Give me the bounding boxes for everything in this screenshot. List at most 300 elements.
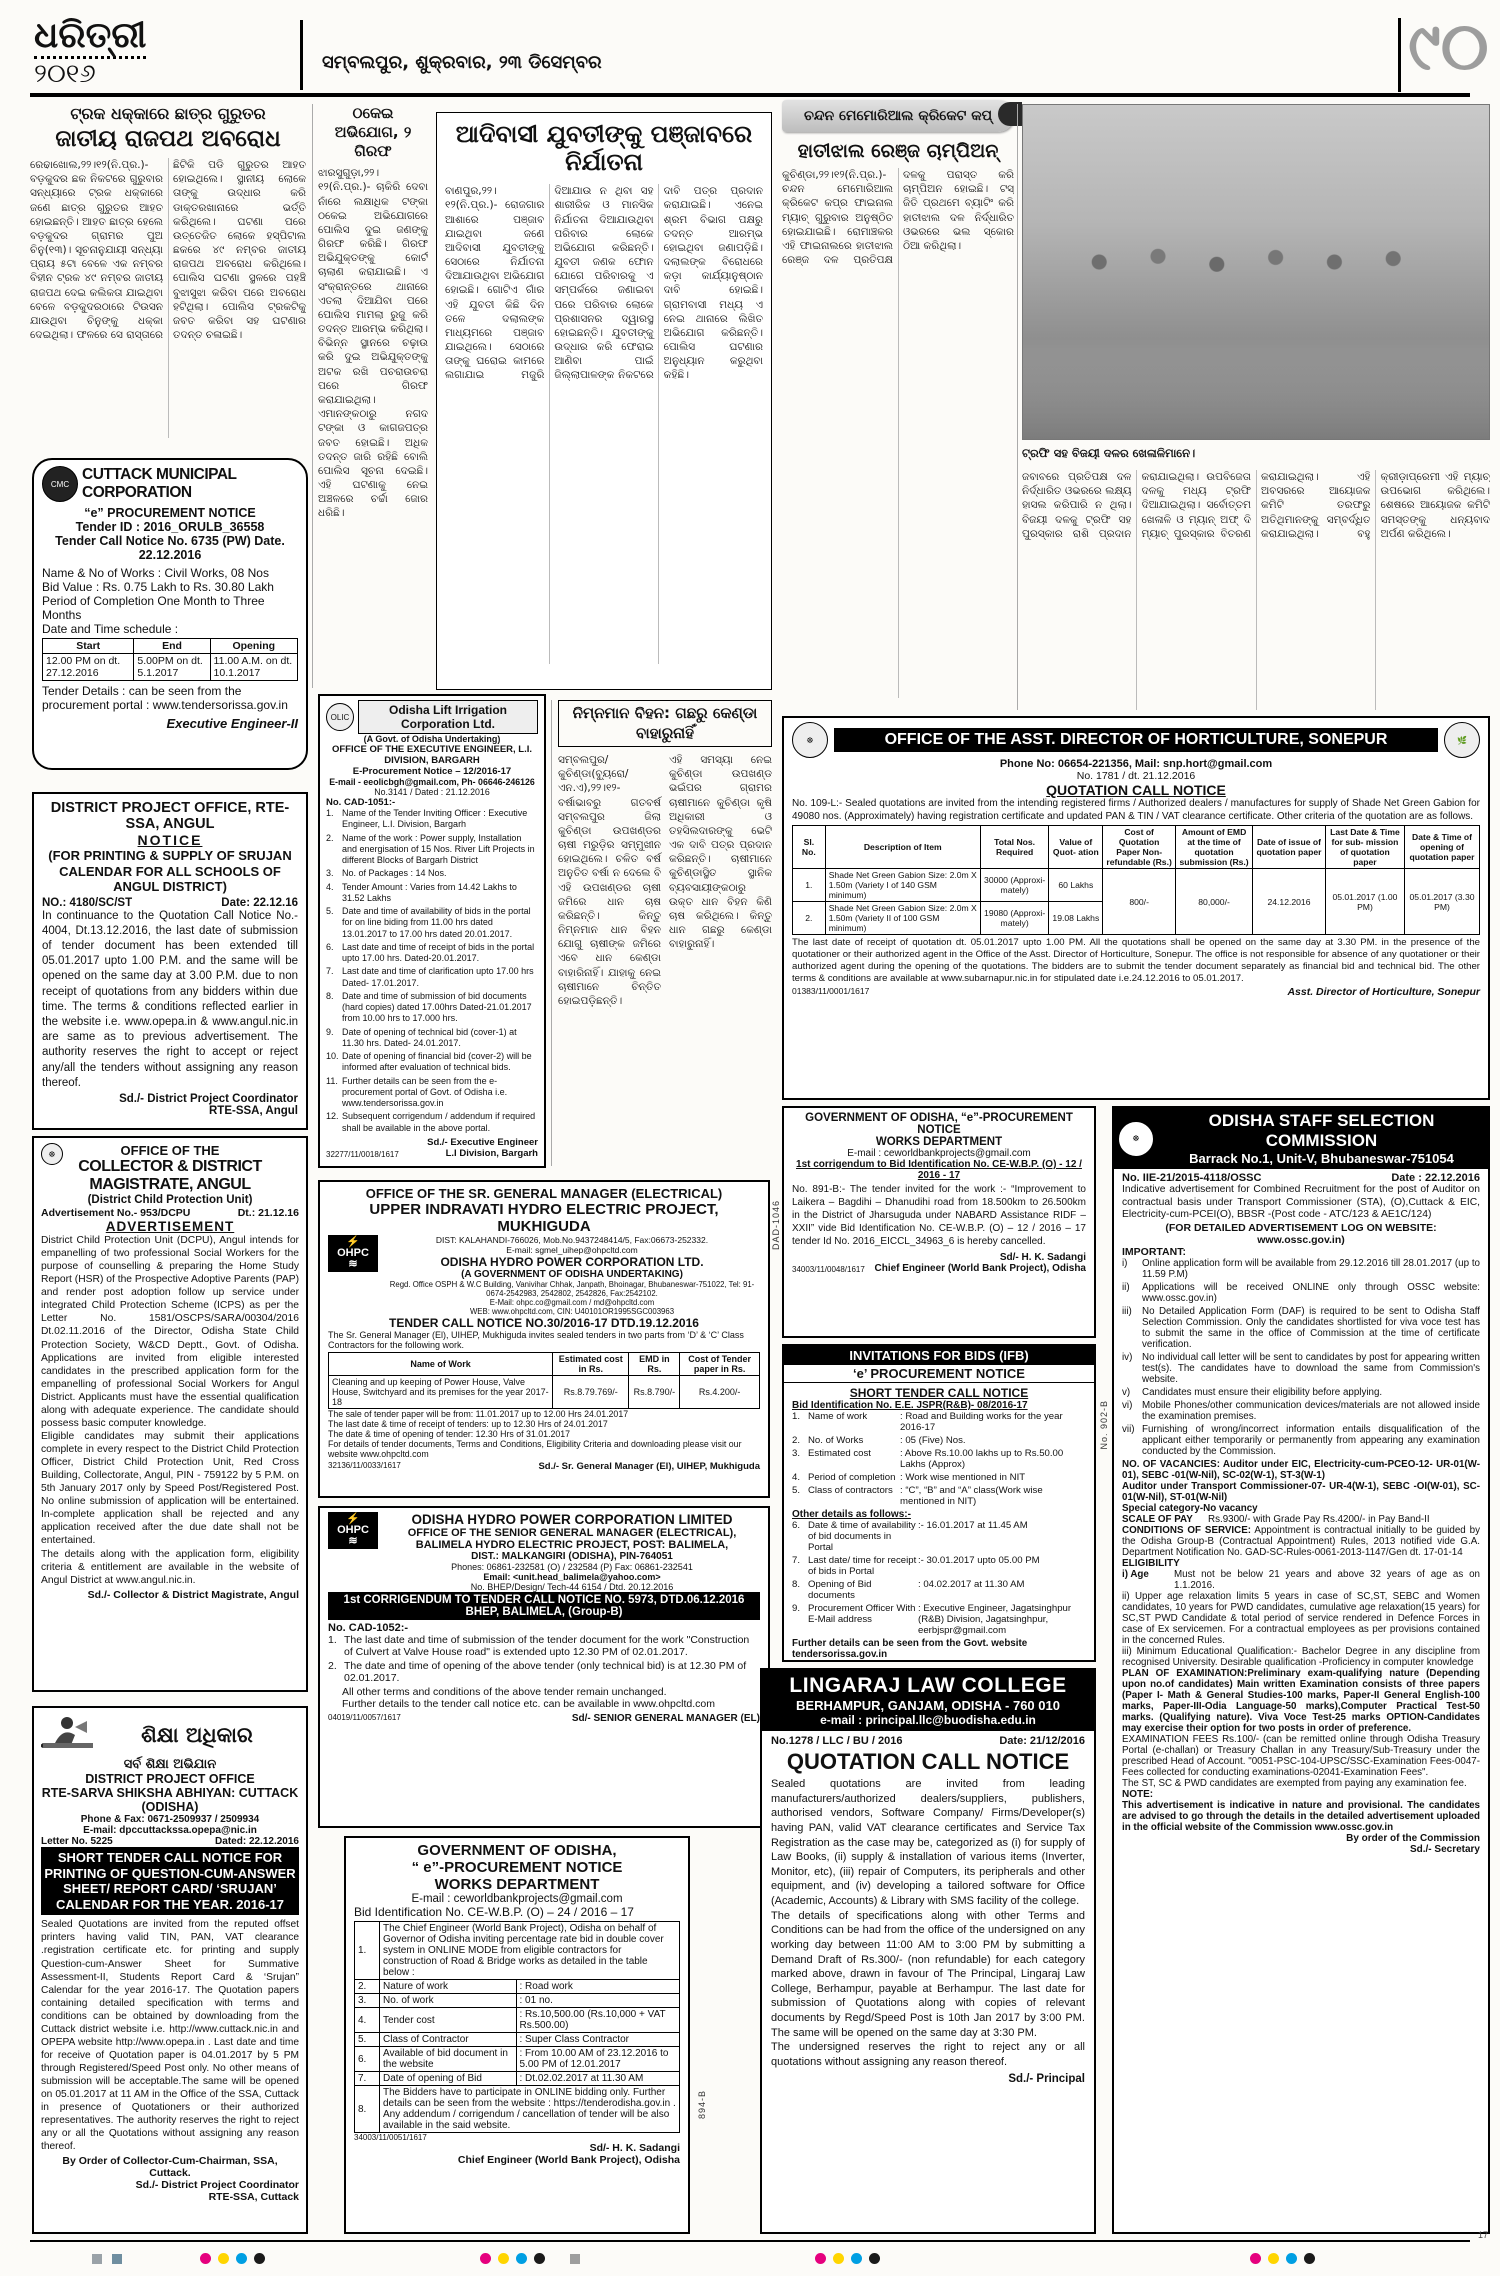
ohpc1-addr5: WEB: www.ohpcltd.com, CIN: U40101OR1995SGC003963 — [469, 1307, 675, 1316]
hort-r1-desc: Shade Net Green Gabion Size: 2.0m X 1.50m (Variety I of 140 GSM minimum) — [825, 869, 980, 902]
lingaraj-sign: Sd./- Principal — [1008, 2072, 1085, 2085]
ossc-intro: Indicative advertisement for Combined Recruitment for the post of Auditor on contractual basis under Transport Commissioner (STA), (O),Cuttack & EIC, Electricity-cum-PCEI(O), BBSR -(Post code - ATC/123 & AE1C/124) — [1122, 1184, 1480, 1221]
dcpu-date: Dt.: 21.12.16 — [237, 1207, 299, 1219]
article-seeds-col2: ଏହି ସମସ୍ୟା ନେଇ କୁଚିଣ୍ଡା ଉପଖଣ୍ଡ ଭଇଁପର ଗ୍ରାମର ଚାଷୀମାନେ କୁଚିଣ୍ଡା କୃଷି ଅଧିକାରୀ ଓ ତହସିଲଦାରଙ୍କୁ ଭେଟି ଏକ ଦାବି ପତ୍ର ପ୍ରଦାନ କରିଛନ୍ତି। ଚାଷୀମାନେ କୁଚିଣ୍ଡାସ୍ଥିତ ସ୍ଥାନିକ ବ୍ୟବସାୟୀଙ୍କଠାରୁ ଉକ୍ତ ଧାନ ବିହନ କିଣି ଚାଷ କରିଥିଲେ। କିନ୍ତୁ ଧାନ ଗଛରୁ କେଣ୍ଡା ବାହାରୁନାହିଁ। — [669, 754, 772, 951]
lingaraj-p2: The details of specifications along with other Terms and Conditions can be had from the office of the undersigned on any working day between 11:00 AM to 3:00 PM by submitting a Demand Draft of Rs.300/- (non refundable) for each category marked above, drawn in favour of The Principal, Lingaraj Law College, Berhampur, payable at Berhampur. The last date for submission of Quotations along with copies of relevant documents by Regd/Speed Post is 10th Jan 2017 by 3:00 PM. The same will be opened on the same day at 3:30 PM. — [771, 1909, 1085, 2039]
ohpc-logo-icon: ⚡ OHPC ≋ — [328, 1512, 378, 1549]
hort-th-emd: Amount of EMD at the time of quotation submission (Rs.) — [1176, 826, 1253, 869]
ohpc1-tcn: TENDER CALL NOTICE NO.30/2016-17 DTD.19.12.2016 — [389, 1316, 699, 1330]
cmc-td-end: 5.00PM on dt. 5.1.2017 — [134, 654, 210, 681]
wd12-bid: 1st corrigendum to Bid Identification No. CE-W.B.P. (O) - 12 / 2016 - 17 — [796, 1159, 1082, 1181]
wd24-r2-v: : Road work — [516, 1980, 680, 1994]
lift-item-9: Date of opening of technical bid (cover-1) at 11.30 hrs. Dated- 24.01.2017. — [342, 1026, 517, 1048]
ssa-sign2: RTE-SSA, Cuttack — [208, 2191, 299, 2204]
hort-th-cost: Cost of Quotation Paper Non- refundable (Rs.) — [1103, 826, 1176, 869]
wd24-r8-n: 8. — [355, 2086, 380, 2133]
article-cricket-headline: ହାତୀଝାଲ ରେଞ୍ଜ ଚାମ୍ପିଅନ୍ — [797, 140, 999, 162]
lift-item-12: Subsequent corrigendum / addendum if required shall be available in the above portal. — [342, 1111, 536, 1133]
ifb-r1-v: : Road and Building works for the year 2016-17 — [900, 1411, 1063, 1433]
lift-item-11: Further details can be seen from the e-procurement portal of Govt. of Odisha i.e. www.tendersorissa.gov.in — [342, 1075, 508, 1108]
hort-merged-lastdate: 05.01.2017 (1.00 PM) — [1325, 869, 1404, 935]
hort-th-total: Total Nos. Required — [980, 826, 1049, 869]
dcpu-p3: The details along with the application form, eligibility criteria & entitlement are available in the website of Angul District at www.angul.nic.in. — [41, 1548, 299, 1586]
horticulture-dept-icon: 🌿 — [1444, 722, 1480, 758]
lift-cad: No. CAD-1051:- — [326, 797, 396, 808]
ifb-r7-v: :- 30.01.2017 upto 05.00 PM — [918, 1555, 1040, 1566]
dcpu-head: ADVERTISEMENT — [105, 1219, 235, 1234]
ohpc2-project: BALIMELA HYDRO ELECTRIC PROJECT, POST: BALIMELA, — [415, 1539, 729, 1551]
ossc-log-on: (FOR DETAILED ADVERTISEMENT LOG ON WEBSITE: www.ossc.gov.in) — [1165, 1221, 1437, 1246]
hort-th-opening: Date & Time of opening of quotation paper — [1405, 826, 1480, 869]
ossc-item-5: Candidates must ensure their eligibility before applying. — [1142, 1386, 1383, 1398]
ssa-by: By Order of Collector-Cum-Chairman, SSA, Cuttack. — [62, 2155, 278, 2180]
footer-rule — [30, 2240, 1470, 2242]
pagenumber-divider — [1398, 18, 1401, 92]
ad-dcpu-angul — [32, 1136, 308, 1692]
cmc-tender-call-no: Tender Call Notice No. 6735 (PW) Date. 22.12.2016 — [55, 534, 285, 562]
lingaraj-p3: The undersigned reserves the right to reject any or all quotations without assigning any reason thereof. — [771, 2041, 1085, 2068]
ohpc1-sign: Sd./- Sr. General Manager (El), UIHEP, Mukhiguda — [538, 1461, 760, 1472]
ohpc-logo-icon: ⚡ OHPC ≋ — [328, 1235, 378, 1272]
article-fraud-body: ଝାରସୁଗୁଡ଼ା,୨୨।୧୨(ନି.ପ୍ର.)- ଚାକିରି ଦେବା ନାଁରେ ଲକ୍ଷାଧିକ ଟଙ୍କା ଠକେଇ ଅଭିଯୋଗରେ ପୋଲିସ ଦୁଇ ଜଣଙ୍କୁ ଗିରଫ କରିଛି। ଗିରଫ ଅଭିଯୁକ୍ତଙ୍କୁ କୋର୍ଟ ଚାଲାଣ କରାଯାଇଛି। ଏ ସଂକ୍ରାନ୍ତରେ ଥାନାରେ ଏତଲା ଦିଆଯିବା ପରେ ପୋଲିସ ମାମଲା ରୁଜୁ କରି ତଦନ୍ତ ଆରମ୍ଭ କରିଥିଲା। ବିଭିନ୍ନ ସ୍ଥାନରେ ଚଢ଼ାଉ କରି ଦୁଇ ଅଭିଯୁକ୍ତଙ୍କୁ ଅଟକ ରଖି ପଚରାଉଚରା ପରେ ଗିରଫ କରାଯାଇଥିଲା। ଏମାନଙ୍କଠାରୁ ନଗଦ ଟଙ୍କା ଓ କାଗଜପତ୍ର ଜବତ ହୋଇଛି। ଅଧିକ ତଦନ୍ତ ଜାରି ରହିଛି ବୋଲି ପୋଲିସ ସୂଚନା ଦେଇଛି। ଏହି ଘଟଣାକୁ ନେଇ ଅଞ୍ଚଳରେ ଚର୍ଚ୍ଚା ଜୋର ଧରିଛି। — [318, 167, 428, 520]
ossc-age-value: Must not be below 21 years and above 32 years of age as on 1.1.2016. — [1174, 1568, 1480, 1591]
ssa-email: E-mail: dpccuttackssa.opepa@nic.in — [83, 1825, 257, 1836]
ohpc1-addr1: DIST: KALAHANDI-766026, Mob.No.9437248414/5, Fax:06673-252332. — [435, 1235, 709, 1245]
wd24-r5-v: : Super Class Contractor — [516, 2033, 680, 2047]
hort-th-value: Value of Quot- ation — [1049, 826, 1103, 869]
registration-marks — [92, 2250, 128, 2268]
rte-date: Date: 22.12.16 — [221, 896, 298, 909]
wd24-r6-k: Available of bid document in the website — [380, 2047, 517, 2072]
ohpc2-sign: Sd/- SENIOR GENERAL MANAGER (EL) — [571, 1713, 760, 1724]
masthead-divider — [300, 20, 303, 90]
lingaraj-t3: e-mail : principal.llc@buodisha.edu.in — [820, 1713, 1036, 1727]
cmc-org: CUTTACK MUNICIPAL CORPORATION — [82, 466, 237, 501]
hort-r1-sl: 1. — [793, 869, 826, 902]
ifb-r6-k: Date & time of availability of bid documents in Portal — [808, 1520, 916, 1553]
ohpc1-td-emd: Rs.8.790/- — [629, 1376, 680, 1409]
cmc-notice-type: “e” PROCUREMENT NOTICE — [84, 506, 256, 520]
ossc-item-4: No individual call letter will be sent to candidates by post for appearing written test(s). The candidates have to download the same from Commission's website. — [1142, 1351, 1480, 1385]
ohpc1-td-cost: Rs.8.79.769/- — [553, 1376, 629, 1409]
ifb-bid: Bid Identification No. E.E. JSPR(R&B)- 08/2016-17 — [792, 1400, 1028, 1411]
ohpc2-reg: 04019/11/0057/1617 — [328, 1713, 401, 1722]
ifb-other: Other details as follows:- — [792, 1509, 911, 1520]
ohpc2-org: ODISHA HYDRO POWER CORPORATION LIMITED — [411, 1512, 733, 1527]
ifb-r5-v: : “C”, “B” and “A” class(Work wise mentioned in NIT) — [900, 1485, 1043, 1507]
ohpc1-l3: The date & time of opening of tender: 12.30 Hrs of 31.01.2017 — [328, 1429, 571, 1439]
ohpc2-p1: All other terms and conditions of the above tender remain unchanged. — [342, 1686, 667, 1698]
odisha-emblem-icon: ☸ — [792, 722, 828, 758]
cmc-th-opening: Opening — [210, 639, 297, 654]
rte-body: In continuance to the Quotation Call Notice No.- 4004, Dt.13.12.2016, the last date of submission of tender document has been extended till 05.01.2017 upto 1.00 P.M. and the same will be opened on the same day at 3.00 P.M. due to non receipt of quotations from any bidders within due time. The terms & conditions reflected earlier in the website i.e. www.opepa.in & www.angul.nic.in are same as to previous advertisement. The authority reserves the right to accept or reject any/all the tenders without assigning any reason thereof. — [42, 909, 298, 1089]
cricket-team-photo — [1022, 104, 1490, 440]
article-tribal-body: ବାଣପୁର,୨୨।୧୨(ନି.ପ୍ର.)- ରୋଜଗାର ଆଶାରେ ପଞ୍ଜାବ ଯାଇଥିବା ଜଣେ ଆଦିବାସୀ ଯୁବତୀଙ୍କୁ ସେଠାରେ ନିର୍ଯାତନା ଦିଆଯାଉଥିବା ଅଭିଯୋଗ ହୋଇଛି। ଗୋଟିଏ ଗାଁର ଏହି ଯୁବତୀ କିଛି ଦିନ ତଳେ ଦଲାଲଙ୍କ ମାଧ୍ୟମରେ ପଞ୍ଜାବ ଯାଇଥିଲେ। ସେଠାରେ ତାଙ୍କୁ ଘରୋଇ କାମରେ ଲଗାଯାଇ ମଜୁରି ଦିଆଯାଉ ନ ଥିବା ସହ ଶାରୀରିକ ଓ ମାନସିକ ନିର୍ଯାତନା ଦିଆଯାଉଥିବା ପରିବାର ଲୋକେ ଅଭିଯୋଗ କରିଛନ୍ତି। ଯୁବତୀ ଜଣକ ଫୋନ ଯୋଗେ ପରିବାରକୁ ଏ ସମ୍ପର୍କରେ ଜଣାଇବା ପରେ ପରିବାର ଲୋକେ ପ୍ରଶାସନର ଦ୍ୱାରସ୍ଥ ହୋଇଛନ୍ତି। ଯୁବତୀଙ୍କୁ ଉଦ୍ଧାର କରି ଫେରାଇ ଆଣିବା ପାଇଁ ଜିଲ୍ଲାପାଳଙ୍କ ନିକଟରେ ଦାବି ପତ୍ର ପ୍ରଦାନ କରାଯାଇଛି। ଏନେଇ ଶ୍ରମ ବିଭାଗ ପକ୍ଷରୁ ତଦନ୍ତ ଆରମ୍ଭ ହୋଇଥିବା ଜଣାପଡ଼ିଛି। ଦଲାଲଙ୍କ ବିରୋଧରେ କଡ଼ା କାର୍ଯ୍ୟାନୁଷ୍ଠାନ ଦାବି ହୋଇଛି। ଗ୍ରାମବାସୀ ମଧ୍ୟ ଏ ନେଇ ଥାନାରେ ଲିଖିତ ଅଭିଯୋଗ କରିଛନ୍ତି। ପୋଲିସ ଘଟଣାର ଅନୁଧ୍ୟାନ କରୁଥିବା କହିଛି। — [445, 185, 763, 382]
hort-merged-opening: 05.01.2017 (3.30 PM) — [1405, 869, 1480, 935]
ossc-qualification: iii) Minimum Educational Qualification:- Bachelor Degree in any discipline from recognised University. Desirable qualification -Proficiency in computer knowledge — [1122, 1645, 1480, 1668]
ad-rte-angul — [32, 792, 308, 1130]
ossc-fee-exemption: The ST, SC & PWD candidates are exempted from paying any examination fee. — [1122, 1777, 1467, 1789]
wd24-t3: WORKS DEPARTMENT — [434, 1876, 600, 1893]
ssa-title: DISTRICT PROJECT OFFICE — [85, 1772, 255, 1786]
wd24-r1-n: 1. — [355, 1922, 380, 1980]
shiksha-adhikar-girl-icon — [41, 1713, 95, 1757]
article-tribal — [436, 112, 772, 690]
ossc-item-3: No Detailed Application Form (DAF) is required to be sent to Odisha Staff Selection Commission. Only the candidates shortlisted for viva voce test has to submit the same in the office of Commission at the time of certificate verification. — [1142, 1305, 1480, 1350]
ad-ssa-cuttack — [32, 1706, 308, 2234]
ohpc1-l2: The last date & time of receipt of tenders: up to 12.30 Hrs of 24.01.2017 — [328, 1419, 608, 1429]
wd24-r1-t: The Chief Engineer (World Bank Project), Odisha on behalf of Governor of Odisha inviting percentage rate bid in double cover system in ONLINE MODE from eligible contractors for construction of Road & Bridge works as detailed in the table below : — [380, 1922, 680, 1980]
hort-r2-value: 19.08 Lakhs — [1049, 902, 1103, 935]
wd12-t2: WORKS DEPARTMENT — [875, 1136, 1003, 1148]
lift-item-4: Tender Amount : Varies from 14.42 Lakhs to 31.52 Lakhs — [342, 881, 517, 903]
ifb-r1-k: Name of work — [808, 1411, 868, 1422]
cmc-td-opening: 11.00 A.M. on dt. 10.1.2017 — [210, 654, 297, 681]
wd24-r7-n: 7. — [355, 2072, 380, 2086]
wd24-table — [354, 1921, 680, 2133]
print-page-number: 17 — [1478, 2230, 1489, 2240]
ossc-item-1: Online application form will be available from 29.12.2016 till 28.01.2017 (up to 11.59 P.M) — [1142, 1257, 1480, 1280]
wd24-r7-k: Date of opening of Bid — [380, 2072, 517, 2086]
ohpc2-i1: The last date and time of submission of the tender document for the work "Construction of Culvert at Valve House road" is extended upto 12.30 PM of 02.01.2017. — [344, 1634, 750, 1658]
ad-ohpc-mukhiguda — [318, 1180, 770, 1498]
ossc-scale-label: SCALE OF PAY — [1122, 1513, 1193, 1525]
ossc-vacancies-2: Auditor under Transport Commissioner-07- UR-4(W-1), SEBC -OI(W-01), SC-01(W-Nil), ST-01(W-Nil) — [1122, 1480, 1480, 1503]
ohpc2-office: OFFICE OF THE SENIOR GENERAL MANAGER (ELECTRICAL), — [407, 1527, 737, 1539]
dcpu-p2: Eligible candidates may submit their applications complete in every respect to the District Child Protection Officer, District Child Protection Unit, Red Cross Building, Collectorate, Angul, PIN - 759122 by 5 P.M. on 5th January 2017 only by Speed Post/Registered Post. No online submission of application will be entertained. In-complete application shall be rejected and any application received after the due date shall not be entertained. — [41, 1430, 299, 1547]
wd24-r7-v: : Dt.02.02.2017 at 11.30 AM — [516, 2072, 680, 2086]
lift-notice-no: E-Procurement Notice – 12/2016-17 — [352, 766, 512, 777]
ohpc1-td-work: Cleaning and up keeping of Power House, Valve House, Switchyard and its premises for the year 2017-18 — [329, 1376, 553, 1409]
dcpu-no: Advertisement No.- 953/DCPU — [41, 1207, 191, 1219]
cmc-details: Tender Details : can be seen from the procurement portal : www.tendersorissa.gov.in — [42, 684, 288, 712]
ohpc1-addr2: E-mail: sgmel_uihep@ohpcltd.com — [506, 1245, 638, 1255]
hort-merged-issue: 24.12.2016 — [1253, 869, 1326, 935]
cmc-works: Name & No of Works : Civil Works, 08 Nos — [42, 566, 269, 580]
lift-item-6: Last date and time of receipt of bids in the portal upto 17.00 hrs. Dated-20.01.2017. — [342, 941, 535, 963]
ossc-eligibility: ELIGIBILITY — [1122, 1557, 1180, 1569]
wd24-r6-v: : From 10.00 AM of 23.12.2016 to 5.00 PM of 12.01.2017 — [516, 2047, 680, 2072]
hort-footer: The last date of receipt of quotation dt. 05.01.2017 upto 1.00 PM. All the quotations shall be opened on the same day at 3.30 PM. in the presence of the quotationer or their authorized agent in the Office of the Asst. Director of Horticulture, Sonepur. The office is not responsible for absence of any quotationer or their authorized agent during the opening of the quotations. The bidders are to submit the tender document separately as financial bid and technical bid. The other terms & conditions are available at www.subarnapur.nic.in for stipulated date i.e.24.12.2016 to 05.01.2017. — [792, 937, 1480, 984]
registration-dots — [480, 2250, 586, 2268]
ossc-addr: Barrack No.1, Unit-V, Bhubaneswar-751054 — [1189, 1151, 1454, 1166]
ossc-plan: PLAN OF EXAMINATION:Preliminary exam-qualifying nature (Depending upon no.of candidates) Main written Examination consists of three papers (Paper I- Math & General Studies-100 marks, Paper-II General English-100 marks, Paper-III-Odia Language-50 marks),Computer Practical Test-50 marks. (Qualifying nature). Viva Voce Test-25 marks OPTION-Candidates may exercise their option for two posts in order of preference. — [1122, 1667, 1480, 1734]
wd12-email: E-mail : ceworldbankprojects@gmail.com — [847, 1148, 1031, 1159]
wd24-t2: “ e”-PROCUREMENT NOTICE — [411, 1859, 623, 1876]
ohpc1-l1: The sale of tender paper will be from: 11.01.2017 up to 12.00 Hrs 24.01.2017 — [328, 1409, 629, 1419]
lingaraj-head: QUOTATION CALL NOTICE — [786, 1749, 1070, 1774]
ohpc2-addr1: DIST.: MALKANGIRI (ODISHA), PIN-764051 — [471, 1551, 673, 1562]
ad-works-dept-12 — [782, 1106, 1096, 1338]
ossc-age-relaxation: ii) Upper age relaxation limits 5 years in case of SC,ST, SEBC and Women candidates, 10 years for PWD candidates, cumulative age relaxation(15 years) for SC,ST PWD Candidate & total period of service rendered in Defence Forces in case of Ex servicemen. For a contractual employees as per provisions contained in the concerned Rules. — [1122, 1590, 1480, 1646]
article-tribal-headline: ଆଦିବାସୀ ଯୁବତୀଙ୍କୁ ପଞ୍ଜାବରେ ନିର୍ଯାତନା — [455, 120, 753, 176]
ifb-r8-v: : 04.02.2017 at 11.30 AM — [918, 1579, 1025, 1590]
lift-org: Odisha Lift Irrigation Corporation Ltd. — [358, 700, 538, 734]
ossc-item-7: Furnishing of wrong/incorrect information entails disqualification of the applicant either temporarily or permanently from appearing any examination conducted by the Commission. — [1142, 1423, 1480, 1457]
ifb-r2-v: : 05 (Five) Nos. — [900, 1435, 966, 1446]
hort-table — [792, 825, 1480, 935]
ad-horticulture-sonepur — [782, 716, 1490, 1100]
ohpc1-office: OFFICE OF THE SR. GENERAL MANAGER (ELECTRICAL) — [365, 1186, 723, 1201]
wd24-r2-k: Nature of work — [380, 1980, 517, 1994]
ossc-vacancies-3: Special category-No vacancy — [1122, 1502, 1258, 1514]
ohpc1-table — [328, 1352, 760, 1409]
lingaraj-t1: LINGARAJ LAW COLLEGE — [789, 1674, 1067, 1697]
ifb-r4-k: Period of completion — [808, 1472, 896, 1483]
ohpc1-reg: 32136/11/0033/1617 — [328, 1461, 401, 1470]
wd12-sign1: Sd/- H. K. Sadangi — [999, 1252, 1086, 1263]
banner-arrow-icon — [998, 102, 1022, 126]
ifb-r2-k: No. of Works — [808, 1435, 864, 1446]
ad-ifb-jagatsinghpur: INVITATIONS FOR BIDS (IFB) ‘e’ PROCUREMENT NOTICE SHORT TENDER CALL NOTICE Bid Identification No. E.E. JSPR(R&B)- 08/2016-17 1. Name of work : Road and Building works for the year 2016-17 2. No. of Works : 05 (Five) Nos. 3. Estimated cost : Above Rs.10.00 lakhs up to Rs.50.00 Lakhs (Approx) 4. Period of completion : Work wise mentioned in NIT 5. Class of contractors : “C”, “B” and “A” class(Work wise mentioned in NIT) Other details as follows:- 6. Date & time of availability of bid documents in Portal :- 16.01.2017 at 11.45 AM 7. Last date/ time for receipt of bids in Portal :- 30.01.2017 upto 05.00 PM 8. Opening of Bid documents : 04.02.2017 at 11.30 AM 9. Procurement Officer With E-Mail address : Executive Engineer, Jagatsinghpur (R&B) Division, Jagatsinghpur, eerbjspr@gmail.com Further details can be seen from the Govt. website tendersorissa.gov.in — [782, 1344, 1096, 1662]
ohpc1-project: UPPER INDRAVATI HYDRO ELECTRIC PROJECT, MUKHIGUDA — [369, 1201, 719, 1235]
rte-notice: NOTICE — [137, 832, 203, 848]
ossc-scale-value: Rs.9300/- with Grade Pay Rs.4200/- in Pay Band-II — [1208, 1513, 1430, 1525]
article-highway-headline: ଜାତୀୟ ରାଜପଥ ଅବରୋଧ — [55, 126, 281, 152]
ifb-r7-k: Last date/ time for receipt of bids in Portal — [808, 1555, 917, 1577]
article-fraud — [318, 104, 428, 688]
ohpc1-intro: The Sr. General Manager (El), UIHEP, Mukhiguda invites sealed tenders in two parts from ‘D’ & ‘C’ Class Contractors for the following work. — [328, 1330, 744, 1350]
ossc-important: IMPORTANT: — [1122, 1245, 1186, 1258]
wd24-sign1: Sd/- H. K. Sadangi — [589, 2142, 680, 2154]
ohpc2-i2: The date and time of opening of the above tender (only technical bid) is at 12.30 PM of 02.01.2017. — [344, 1660, 747, 1684]
hort-org: OFFICE OF THE ASST. DIRECTOR OF HORTICULTURE, SONEPUR — [834, 728, 1438, 752]
hort-merged-cost: 800/- — [1103, 869, 1176, 935]
article-cricket — [782, 140, 1014, 710]
wd24-reg: 34003/11/0051/1617 — [354, 2133, 427, 2142]
wd12-t1: GOVERNMENT OF ODISHA, “e”-PROCUREMENT NOTICE — [805, 1112, 1073, 1136]
rte-no: NO.: 4180/SC/ST — [42, 896, 133, 909]
ossc-note-value: This advertisement is indicative in nature and provisional. The candidates are advised to go through the details in the detailed advertisement uploaded in the official website of the Commission www.ossc.gov.in — [1122, 1799, 1480, 1833]
lingaraj-date: Date: 21/12/2016 — [999, 1735, 1085, 1747]
ossc-emblem-icon: ☸ — [1118, 1121, 1154, 1157]
ifb-r4-v: : Work wise mentioned in NIT — [900, 1472, 1026, 1483]
ohpc2-addr3: Email: <unit.head_balimela@yahoo.com> — [483, 1572, 661, 1582]
ssa-banner: SHORT TENDER CALL NOTICE FOR PRINTING OF QUESTION-CUM-ANSWER SHEET/ REPORT CARD/ ‘SRUJAN’ CALENDAR FOR THE YEAR. 2016-17 — [41, 1847, 299, 1915]
article-highway-body: ରେଢାଖୋଲ,୨୨।୧୨(ନି.ପ୍ର.)- ବଡ଼କୁଦର ଛକ ନିକଟରେ ଗୁରୁବାର ସନ୍ଧ୍ୟାରେ ଟ୍ରକ ଧକ୍କାରେ ଜଣେ ଛାତ୍ର ଗୁରୁତର ଆହତ ହୋଇଛନ୍ତି। ଆହତ ଛାତ୍ର ହେଲେ ବଡ଼କୁଦର ଗ୍ରାମର ପୁଅ ଚିନୁ(୧୩)। ସୂଚନାନୁଯାୟୀ ସନ୍ଧ୍ୟା ପ୍ରାୟ ୫ଟା ବେଳେ ଏକ ନମ୍ବର ବିହୀନ ଟ୍ରକ ୪୯ ନମ୍ବର ଜାତୀୟ ରାଜପଥ ଦେଇ କଲିକତା ଯାଇଥିବା ବେଳେ ବଡ଼କୁଦରଠାରେ ଟିଉସନ ଯାଉଥିବା ଚିନୁଙ୍କୁ ଧକ୍କା ଦେଇଥିଲା। ଫଳରେ ସେ ରାସ୍ତାରେ ଛିଟିକି ପଡି ଗୁରୁତର ଆହତ ହୋଇଥିଲେ। ସ୍ଥାନୀୟ ଲୋକେ ତାଙ୍କୁ ଉଦ୍ଧାର କରି ଡାକ୍ତରଖାନାରେ ଭର୍ତ୍ତି କରିଥିଲେ। ଘଟଣା ପରେ ଉତ୍ତେଜିତ ଲୋକେ ହସ୍ପିଟାଲ ଛକରେ ୪୯ ନମ୍ବର ଜାତୀୟ ରାଜପଥ ଅବରୋଧ କରିଥିଲେ। ପୋଲିସ ଘଟଣା ସ୍ଥଳରେ ପହଞ୍ଚି ବୁଝାସୁଝା କରିବା ପରେ ଅବରୋଧ ହଟିଥିଲା। ପୋଲିସ ଟ୍ରକଟିକୁ ଜବତ କରିବା ସହ ଘଟଣାର ତଦନ୍ତ ଚଳାଇଛି। — [30, 159, 306, 342]
ohpc1-org2: (A GOVERNMENT OF ODISHA UNDERTAKING) — [461, 1269, 683, 1280]
ohpc2-addr2: Phones: 06861-232581 (O) / 232584 (P) Fax: 06861-232541 — [451, 1562, 693, 1572]
cmc-logo-icon: CMC — [42, 466, 78, 502]
ohpc2-banner: 1st CORRIGENDUM TO TENDER CALL NOTICE NO. 5973, DTD.06.12.2016 BHEP, BALIMELA, (Group-B) — [328, 1592, 760, 1620]
cmc-period: Period of Completion One Month to Three Months — [42, 594, 265, 622]
ifb-r9-v: : Executive Engineer, Jagatsinghpur (R&B) Division, Jagatsinghpur, eerbjspr@gmail.com — [918, 1603, 1072, 1636]
dcpu-title1: OFFICE OF THE — [120, 1143, 220, 1158]
ossc-org: ODISHA STAFF SELECTION COMMISSION — [1208, 1111, 1435, 1150]
ohpc1-addr4: E-Mail: ohpc.co@gmail.com / md@ohpcltd.com — [489, 1298, 655, 1307]
hort-head: QUOTATION CALL NOTICE — [1046, 782, 1226, 798]
hort-th-lastdate: Last Date & Time for sub- mission of quotation paper — [1325, 826, 1404, 869]
ssa-phone: Phone & Fax: 0671-2509937 / 2509934 — [80, 1814, 260, 1825]
wd24-r4-n: 4. — [355, 2008, 380, 2033]
lift-item-3: No. of Packages : 14 Nos. — [342, 868, 447, 879]
ifb-banner: INVITATIONS FOR BIDS (IFB) — [784, 1346, 1094, 1365]
wd24-r3-v: : 01 no. — [516, 1994, 680, 2008]
ossc-conditions-value: Appointment is contractual initially to be guided by the Odisha Group-B (Contractual Appointment) Rules, 2013 notified vide G.A. Department Notification No. GAD-SC-Rules-0061-2013-1147/Gen dt. 17-01-14 — [1122, 1524, 1480, 1558]
lift-item-2: Name of the work : Power supply, Installation and energisation of 15 Nos. River Lift Projects in different Blocks of Bargarh District — [342, 832, 535, 865]
wd24-t1: GOVERNMENT OF ODISHA, — [417, 1842, 617, 1859]
hort-sign: Asst. Director of Horticulture, Sonepur — [1287, 985, 1480, 998]
ad-lift-irrigation: OLIC Odisha Lift Irrigation Corporation Ltd. (A Govt. of Odisha Undertaking) OFFICE OF THE EXECUTIVE ENGINEER, L.I. DIVISION, BARGARH E-Procurement Notice – 12/2016-17 E-mail - eeolicbgh@gmail.com, Ph- 06646-246126 No.3141 / Dated : 21.12.2016 No. CAD-1051:- 1. Name of the Tender Inviting Officer : Executive Engineer, L.I. Division, Bargarh 2. Name of the work : Power supply, Installation and energisation of 15 Nos. River Lift Projects in different Blocks of Bargarh District 3. No. of Packages : 14 Nos. 4. Tender Amount : Varies from 14.42 Lakhs to 31.52 Lakhs 5. Date and time of availability of bids in the portal for on line biding from 11.00 hrs dated 13.01.2017 to 17.00 hrs dated 20.01.2017. 6. Last date and time of receipt of bids in the portal upto 17.00 hrs. Dated-20.01.2017. 7. Last date and time of clarification upto 17.00 hrs Dated- 17.01.2017. 8. Date and time of submission of bid documents (hard copies) dated 17.00hrs Dated-21.01.2017 from 10.00 hrs to 17.000 hrs. 9. Date of opening of technical bid (cover-1) at 11.30 hrs. Dated- 24.01.2017. 10. Date of opening of financial bid (cover-2) will be informed after evaluation of technical bids. 11. Further details can be seen from the e-procurement portal of Govt. of Odisha i.e. www.tendersorissa.gov.in 12. Subsequent corrigendum / addendum if required shall be available in the above portal. 32277/11/0018/1617 Sd./- Executive Engineer L.I Division, Bargarh — [318, 694, 546, 1168]
lift-office: OFFICE OF THE EXECUTIVE ENGINEER, L.I. DIVISION, BARGARH — [331, 744, 533, 766]
cmc-schedule-table — [42, 638, 298, 681]
hort-r2-desc: Shade Net Green Gabion Size: 2.0m X 1.50m (Variety II of 100 GSM minimum) — [825, 902, 980, 935]
hort-phone: Phone No: 06654-221356, Mail: snp.hort@gmail.com — [999, 758, 1273, 770]
ad-serial-dad-1046: DAD-1046 — [771, 1200, 781, 1251]
wd24-r3-n: 3. — [355, 1994, 380, 2008]
hort-intro: No. 109-L:- Sealed quotations are invited from the intending registered firms / Authorized dealers / manufactures for supply of Shade Net Green Gabion for 49080 nos. (Approximately) having registration certificate and updated PAN & TIN / VAT clearance certificate. Other criteria of the quotation are as follows. — [792, 798, 1480, 822]
masthead-year: ୨୦୧୬ — [34, 59, 96, 89]
ohpc1-th-cost: Estimated cost in Rs. — [553, 1353, 629, 1376]
ossc-by-order: By order of the Commission — [1346, 1832, 1480, 1844]
ossc-note-label: NOTE: — [1122, 1788, 1154, 1800]
ohpc1-th-work: Name of Work — [329, 1353, 553, 1376]
wd24-email: E-mail : ceworldbankprojects@gmail.com — [411, 1893, 623, 1905]
hort-r1-total: 30000 (Approxi- mately) — [980, 869, 1049, 902]
lift-item-7: Last date and time of clarification upto 17.00 hrs Dated- 17.01.2017. — [342, 966, 534, 988]
ad-ossc: ☸ ODISHA STAFF SELECTION COMMISSION Barrack No.1, Unit-V, Bhubaneswar-751054 No. IIE-21/2015-4118/OSSC Date : 22.12.2016 Indicative advertisement for Combined Recruitment for the post of Auditor on contractual basis under Transport Commissioner (STA), (O),Cuttack & EIC, Electricity-cum-PCEI(O), BBSR -(Post code - ATC/123 & AE1C/124) (FOR DETAILED ADVERTISEMENT LOG ON WEBSITE: www.ossc.gov.in) IMPORTANT: i) Online application form will be available from 29.12.2016 till 28.01.2017 (up to 11.59 P.M) ii) Applications will be received ONLINE only through OSSC website: www.ossc.gov.in) iii) No Detailed Application Form (DAF) is required to be sent to Odisha Staff Selection Commission. Only the candidates shortlisted for viva voce test has to submit the same in the office of Commission at the time of certificate verification. iv) No individual call letter will be sent to candidates by post for appearing written test(s). The candidates have to download the same from Commission's website. v) Candidates must ensure their eligibility before applying. vi) Mobile Phones/other communication devices/materials are not allowed inside the examination premises. vii) Furnishing of wrong/incorrect information entails disqualification of the applicant either temporarily or permanently from appearing any examination conducted by the Commission. NO. OF VACANCIES: Auditor under EIC, Electricity-cum-PCEO-12- UR-01(W-01), SEBC -01(W-Nil), SC-02(W-1), ST-3(W-1) Auditor under Transport Commissioner-07- UR-4(W-1), SEBC -OI(W-01), SC-01(W-Nil), ST-01(W-Nil) Special category-No vacancy SCALE OF PAY Rs.9300/- with Grade Pay Rs.4200/- in Pay Band-II CONDITIONS OF SERVICE: Appointment is contractual initially to be guided by the Odisha Group-B (Contractual Appointment) Rules, 2013 notified vide G.A. Department Notification No. GAD-SC-Rules-0061-2013-1147/Gen dt. 17-01-14 ELIGIBILITY i) Age Must not be below 21 years and above 32 years of age as on 1.1.2016. ii) Upper age relaxation limits 5 years in case of SC,ST, SEBC and Women candidates, 10 years for PWD candidates, cumulative age relaxation(15 years) for SC,ST PWD Candidate & total period of service rendered in Defence Forces in case of Ex servicemen. For a contractual employees as per provisions contained in the concerned Rules. iii) Minimum Educational Qualification:- Bachelor Degree in any discipline from recognised University. Desirable qualification -Proficiency in computer knowledge PLAN OF EXAMINATION:Preliminary exam-qualifying nature (Depending upon no.of candidates) Main written Examination consists of three papers (Paper I- Math & General Studies-100 marks, Paper-II General English-100 marks, Paper-III-Odia Language-50 marks),Computer Practical Test-50 marks. (Qualifying nature). Viva Voce Test-25 marks OPTION-Candidates may exercise their option for two posts in order of preference. EXAMINATION FEES Rs.100/- (can be remitted online through Odisha Treasury Portal (e-challan) or Treasury Challan in any Treasury/Sub-Treasury under the prescribed Head of Account. "0051-PSC-104-UPSC/SSC-Examination Fees-0047-Fees collected for conducting examinations-02041-Examination Fees". The ST, SC & PWD candidates are exempted from paying any examination fee. NOTE: This advertisement is indicative in nature and provisional. The candidates are advised to go through the details in the detailed advertisement uploaded in the official website of the Commission www.ossc.gov.in By order of the Commission Sd./- Secretary — [1112, 1106, 1490, 2234]
wd24-r2-n: 2. — [355, 1980, 380, 1994]
wd24-r5-n: 5. — [355, 2033, 380, 2047]
wd24-r3-k: No. of work — [380, 1994, 517, 2008]
page-number: ୯୦ — [1408, 8, 1489, 85]
rte-sign2: RTE-SSA, Angul — [208, 1104, 298, 1117]
ossc-item-2: Applications will be received ONLINE only through OSSC website: www.ossc.gov.in) — [1142, 1281, 1480, 1304]
registration-dots — [815, 2250, 887, 2268]
cricket-photo-caption: ଟ୍ରଫି ସହ ବିଜୟୀ ଦଳର ଖେଳାଳିମାନେ। — [1022, 446, 1196, 460]
column-rule — [312, 104, 313, 688]
ifb-r8-k: Opening of Bid documents — [808, 1579, 872, 1601]
ad-serial-894b: 894-B — [697, 2090, 707, 2120]
ohpc1-org: ODISHA HYDRO POWER CORPORATION LTD. — [440, 1255, 704, 1269]
masthead — [34, 15, 294, 90]
ossc-no: No. IIE-21/2015-4118/OSSC — [1122, 1172, 1262, 1184]
wd24-r5-k: Class of Contractor — [380, 2033, 517, 2047]
cmc-th-start: Start — [43, 639, 134, 654]
ossc-fees: EXAMINATION FEES Rs.100/- (can be remitted online through Odisha Treasury Portal (e-challan) or Treasury Challan in any Treasury/Sub-Treasury under the prescribed Head of Account. "0051-PSC-104-UPSC/SSC-Examination Fees-0047-Fees collected for conducting examinations-02041-Examination Fees". — [1122, 1733, 1480, 1778]
article-seeds-headline: ନିମ୍ନମାନ ବିହନ: ଗଛରୁ କେଣ୍ଡା ବାହାରୁନାହିଁ — [558, 700, 772, 747]
ossc-item-6: Mobile Phones/other communication devices/materials are not allowed inside the examination premises. — [1142, 1399, 1480, 1422]
cmc-schedule-label: Date and Time schedule : — [42, 622, 179, 636]
registration-dots — [1250, 2250, 1322, 2268]
cmc-bid-value: Bid Value : Rs. 0.75 Lakh to Rs. 30.80 Lakh — [42, 580, 274, 594]
ad-cuttack-municipal — [32, 458, 308, 770]
ossc-conditions-label: CONDITIONS OF SERVICE: — [1122, 1524, 1252, 1536]
rte-sign1: Sd./- District Project Coordinator — [119, 1092, 298, 1105]
ssa-sign1: Sd./- District Project Coordinator — [135, 2179, 299, 2192]
article-seeds-col1: ସମ୍ବଲପୁର/କୁଚିଣ୍ଡା(ବ୍ୟୁରୋ/ଏନ.ଏ),୨୨।୧୨- ବର୍ଷାଭାବରୁ ଗତବର୍ଷ ସମ୍ବଲପୁର ଜିଲା କୁଚିଣ୍ଡା ଉପଖଣ୍ଡର ଚାଷୀ ମରୁଡ଼ିର ସମ୍ମୁଖୀନ ହୋଇଥିଲେ। ଚଳିତ ବର୍ଷ ଅନୁତିତ ବର୍ଷା ନ ଦେଲେ ବି ଏହି ଉପଖଣ୍ଡର ଚାଷୀ ଜମିରେ ଧାନ ଚାଷ କରିଛନ୍ତି। କିନ୍ତୁ ନିମ୍ନମାନ ଧାନ ବିହନ ଯୋଗୁ ଚାଷୀଙ୍କ ଜମିରେ ଏବେ ଧାନ କେଣ୍ଡା ବାହାରିନାହିଁ। ଯାହାକୁ ନେଇ ଚାଷୀମାନେ ଚିନ୍ତିତ ହୋଇପଡ଼ିଛନ୍ତି। — [558, 754, 661, 1007]
ifb-r5-k: Class of contractors — [808, 1485, 893, 1496]
masthead-dateline: ସମ୍ବଲପୁର, ଶୁକ୍ରବାର, ୨୩ ଡିସେମ୍ବର — [322, 52, 602, 73]
ifb-r3-v: : Above Rs.10.00 lakhs up to Rs.50.00 Lakhs (Approx) — [900, 1448, 1064, 1470]
wd12-sign2: Chief Engineer (World Bank Project), Odisha — [874, 1263, 1086, 1274]
header-rule — [30, 93, 1470, 97]
lift-sub: (A Govt. of Odisha Undertaking) — [363, 734, 501, 744]
article-seeds — [558, 700, 772, 1166]
ssa-title2: RTE-SARVA SHIKSHA ABHIYAN: CUTTACK (ODISHA) — [41, 1786, 299, 1814]
hort-reg: 01383/11/0001/1617 — [792, 985, 870, 996]
article-cricket-body: କୁଚିଣ୍ଡା,୨୨।୧୨(ନି.ପ୍ର.)- ଚନ୍ଦନ ମେମୋରିଆଲ କ୍ରିକେଟ କପ୍‌ର ଫାଇନାଲ ମ୍ୟାଚ୍ ଗୁରୁବାର ଅନୁଷ୍ଠିତ ହୋଇଯାଇଛି। ରୋମାଞ୍ଚକର ଏହି ଫାଇନାଲରେ ହାତୀଝାଲ ରେଞ୍ଜ ଦଳ ପ୍ରତିପକ୍ଷ ଦଳକୁ ପରାସ୍ତ କରି ଚାମ୍ପିଅନ ହୋଇଛି। ଟସ୍ ଜିତି ପ୍ରଥମେ ବ୍ୟାଟିଂ କରି ହାତୀଝାଲ ଦଳ ନିର୍ଦ୍ଧାରିତ ଓଭରରେ ଭଲ ସ୍କୋର ଠିଆ କରିଥିଲା। — [782, 169, 1014, 267]
cricket-banner-label: ଚନ୍ଦନ ମେମୋରିଆଲ କ୍ରିକେଟ କପ୍ — [803, 108, 993, 124]
dcpu-title3: (District Child Protection Unit) — [87, 1194, 253, 1206]
ossc-sign: Sd./- Secretary — [1409, 1843, 1480, 1855]
ifb-t2: SHORT TENDER CALL NOTICE — [849, 1386, 1029, 1400]
article-fraud-headline: ଠକେଇ ଅଭିଯୋଗ, ୨ ଗିରଫ — [334, 104, 412, 160]
registration-square — [112, 2254, 122, 2264]
ifb-sign1 — [969, 1660, 1086, 1662]
lift-item-10: Date of opening of financial bid (cover-2) will be informed after evaluation of technical bids. — [342, 1051, 532, 1073]
wd24-bid: Bid Identification No. CE-W.B.P. (O) – 24 / 2016 – 17 — [354, 1905, 634, 1919]
ssa-date: Dated: 22.12.2016 — [215, 1836, 299, 1847]
olic-logo-icon: OLIC — [326, 703, 354, 731]
ifb-r9-k: Procurement Officer With E-Mail address — [808, 1603, 916, 1625]
ohpc2-no: No. BHEP/Design/ Tech-44 6154 / Dtd. 20.12.2016 — [470, 1582, 674, 1592]
lift-sign1: Sd./- Executive Engineer — [427, 1136, 538, 1148]
ssa-body: Sealed Quotations are invited from the reputed offset printers having valid TIN, PAN, VAT clearance .registration certificate etc. for printing and supply Question-cum-Answer Sheet for Summative Assessment-II, Students Report Card & ‘Srujan” Calendar for the year 2016-17. The Quotation papers containing detailed specification with terms and conditions can be obtained by downloading from the Cuttack district website i.e. http://www.cuttack.nic.in and OPEPA website http://www.opepa.in . Last date and time for receive of Quotation paper is 04.01.2017 by 5 PM through Registered/Speed Post only. No other means of submission will be acceptable.The same will be opened on 05.01.2017 at 11 AM in the Office of the SSA, Cuttack in presence of Quotationers or their authorized representatives. The authority reserves the right to reject any or all the Quotations without assigning any reason thereof. — [41, 1919, 299, 2153]
cmc-tender-id: Tender ID : 2016_ORULB_36558 — [75, 520, 265, 534]
cmc-td-start: 12.00 PM on dt. 27.12.2016 — [43, 654, 134, 681]
ossc-vacancies-1: NO. OF VACANCIES: Auditor under EIC, Electricity-cum-PCEO-12- UR-01(W-01), SEBC -01(W-Nil), SC-02(W-1), ST-3(W-1) — [1122, 1458, 1480, 1481]
wd24-r4-k: Tender cost — [380, 2008, 517, 2033]
wd24-r8-t: The Bidders have to participate in ONLINE bidding only. Further details can be seen from the website : https://tenderodisha.gov.in . Any addendum / corrigendum / cancellation of tender will be also available in the said website. — [380, 2086, 680, 2133]
column-rule — [551, 700, 552, 1166]
article-cricket-continuation: ଜବାବରେ ପ୍ରତିପକ୍ଷ ଦଳ ନିର୍ଦ୍ଧାରିତ ଓଭରରେ ଲକ୍ଷ୍ୟ ହାସଲ କରିପାରି ନ ଥିଲା। ବିଜୟୀ ଦଳକୁ ଟ୍ରଫି ସହ ପୁରସ୍କାର ରାଶି ପ୍ରଦାନ କରାଯାଇଥିଲା। ଉପବିଜେତା ଦଳକୁ ମଧ୍ୟ ଟ୍ରଫି ଦିଆଯାଇଥିଲା। ସର୍ବୋତ୍ତମ ଖେଳାଳି ଓ ମ୍ୟାନ୍ ଅଫ୍ ଦି ମ୍ୟାଚ୍ ପୁରସ୍କାର ବିତରଣ କରାଯାଇଥିଲା। ଏହି ଅବସରରେ ଆୟୋଜକ କମିଟି ତରଫରୁ ଅତିଥିମାନଙ୍କୁ ସମ୍ବର୍ଦ୍ଧିତ କରାଯାଇଥିଲା। ବହୁ କ୍ରୀଡ଼ାପ୍ରେମୀ ଏହି ମ୍ୟାଚ୍ ଉପଭୋଗ କରିଥିଲେ। ଶେଷରେ ଆୟୋଜକ କମିଟି ସମସ୍ତଙ୍କୁ ଧନ୍ୟବାଦ ଅର୍ପଣ କରିଥିଲେ। — [1022, 471, 1490, 540]
ad-lingaraj-law-college — [760, 1668, 1096, 2234]
registration-dots — [200, 2250, 272, 2268]
lingaraj-p1: Sealed quotations are invited from leading manufacturers/authorized dealers/suppliers, publishers, authorised vendors, Software Company/ Firms/Developer(s) having PAN, valid VAT clearance certificates and Service Tax Registration as the case may be, categorized as (i) for supply of Law Books, (ii) supply & installation of various items (Inverter, Monitor, etc), (iii) repair of Computers, its peripherals and other equipment, and (iv) developing a tailored software for Office (Academic, Accounts) & Library with SMS facility of the college. — [771, 1778, 1085, 1907]
rte-subtitle: (FOR PRINTING & SUPPLY OF SRUJAN CALENDAR FOR ALL SCHOOLS OF ANGUL DISTRICT) — [48, 848, 292, 895]
hort-r2-total: 19080 (Approxi- mately) — [980, 902, 1049, 935]
odisha-emblem-icon: ☸ — [41, 1143, 63, 1165]
ohpc1-th-emd: EMD in Rs. — [629, 1353, 680, 1376]
dcpu-p1: District Child Protection Unit (DCPU), Angul intends for empanelling of two professional Social Workers for the purpose of counselling & preparing the Home Study Report (HSR) of the Prospective Adoptive Parents (PAP) and render post adoption follow up service under integrated Child Protection Scheme (ICPS) as per the Letter No. 1581/OSCPS/SARA/00304/2016 Dt.02.11.2016 of the Director, Odisha State Child Protection Society, W&CD Deptt., Govt. of Odisha. Applications are invited from eligible interested candidates in the prescribed application form for the empanelling of professional Social Workers for Angul District. Applicants must have the essential qualification along with adequate experience. The candidate should possess basic computer knowledge. — [41, 1235, 299, 1429]
dcpu-sign: Sd./- Collector & District Magistrate, Angul — [87, 1588, 299, 1601]
lift-no: No.3141 / Dated : 21.12.2016 — [374, 787, 490, 797]
lingaraj-no: No.1278 / LLC / BU / 2016 — [771, 1735, 903, 1747]
cmc-signature: Executive Engineer-II — [166, 716, 298, 731]
ssa-odia-sub: ସର୍ବ ଶିକ୍ଷା ଅଭିଯାନ — [123, 1757, 217, 1772]
cmc-th-end: End — [134, 639, 210, 654]
hort-no: No. 1781 / dt. 21.12.2016 — [1076, 770, 1196, 782]
ifb-r6-v: :- 16.01.2017 at 11.45 AM — [918, 1520, 1028, 1531]
ohpc1-l4: For details of tender documents, Terms and Conditions, Eligibility Criteria and downloading please visit our website www.ohpcltd.com — [328, 1439, 742, 1459]
ossc-age-label: i) Age — [1122, 1568, 1149, 1580]
lift-reg: 32277/11/0018/1617 — [326, 1149, 399, 1159]
hort-th-sl: Sl. No. — [793, 826, 826, 869]
ad-works-dept-24 — [344, 1836, 690, 2234]
dcpu-title2: COLLECTOR & DISTRICT MAGISTRATE, ANGUL — [78, 1158, 262, 1193]
article-highway-kicker: ଟ୍ରକ ଧକ୍କାରେ ଛାତ୍ର ଗୁରୁତର — [70, 104, 266, 123]
ad-ohpc-balimela: ⚡ OHPC ≋ ODISHA HYDRO POWER CORPORATION LIMITED OFFICE OF THE SENIOR GENERAL MANAGER (ELECTRICAL), BALIMELA HYDRO ELECTRIC PROJECT, POST: BALIMELA, DIST.: MALKANGIRI (ODISHA), PIN-764051 Phones: 06861-232581 (O) / 232584 (P) Fax: 06861-232541 Email: <unit.head_balimela@yahoo.com> No. BHEP/Design/ Tech-44 6154 / Dtd. 20.12.2016 1st CORRIGENDUM TO TENDER CALL NOTICE NO. 5973, DTD.06.12.2016 BHEP, BALIMELA, (Group-B) No. CAD-1052:- 1. The last date and time of submission of the tender document for the work "Construction of Culvert at Valve House road" is extended upto 12.30 PM of 02.01.2017. 2. The date and time of opening of the above tender (only technical bid) is at 12.30 PM of 02.01.2017. All other terms and conditions of the above tender remain unchanged. Further details to the tender call notice etc. can be available in www.ohpcltd.com 04019/11/0057/1617 Sd/- SENIOR GENERAL MANAGER (EL) — [318, 1506, 770, 1828]
cricket-banner — [782, 100, 1014, 132]
ohpc1-th-paper: Cost of Tender paper in Rs. — [680, 1353, 760, 1376]
hort-r1-value: 60 Lakhs — [1049, 869, 1103, 902]
ohpc2-p2: Further details to the tender call notice etc. can be available in www.ohpcltd.com — [342, 1698, 715, 1710]
wd24-r6-n: 6. — [355, 2047, 380, 2072]
ssa-letter-no: Letter No. 5225 — [41, 1836, 113, 1847]
wd12-body: No. 891-B:- The tender invited for the work :- “Improvement to Laikera – Bagdihi – Dhanudihi road from 18.500km to 26.500km in the District of Jharsuguda under NABARD Assistance RIDF – XXII” vide Bid Identification No. CE-W.B.P. (O) – 12 / 2016 – 17 tender Id No. 2016_EICCL_34963_6 is hereby cancelled. — [792, 1184, 1086, 1247]
lingaraj-t2: BERHAMPUR, GANJAM, ODISHA - 760 010 — [796, 1698, 1060, 1713]
hort-r2-sl: 2. — [793, 902, 826, 935]
hort-th-desc: Description of Item — [825, 826, 980, 869]
ohpc1-td-paper: Rs.4.200/- — [680, 1376, 760, 1409]
ad-serial-902b: No. 902-B — [1099, 1400, 1109, 1450]
hort-th-issue: Date of issue of quotation paper — [1253, 826, 1326, 869]
lift-item-8: Date and time of submission of bid documents (hard copies) dated 17.00hrs Dated-21.01.2017 from 10.00 hrs to 17.000 hrs. — [342, 990, 532, 1024]
ssa-odia-title: ଶିକ୍ଷା ଅଧିକାର — [141, 1722, 253, 1747]
column-rule — [1017, 104, 1018, 710]
rte-title: DISTRICT PROJECT OFFICE, RTE-SSA, ANGUL — [50, 800, 290, 832]
